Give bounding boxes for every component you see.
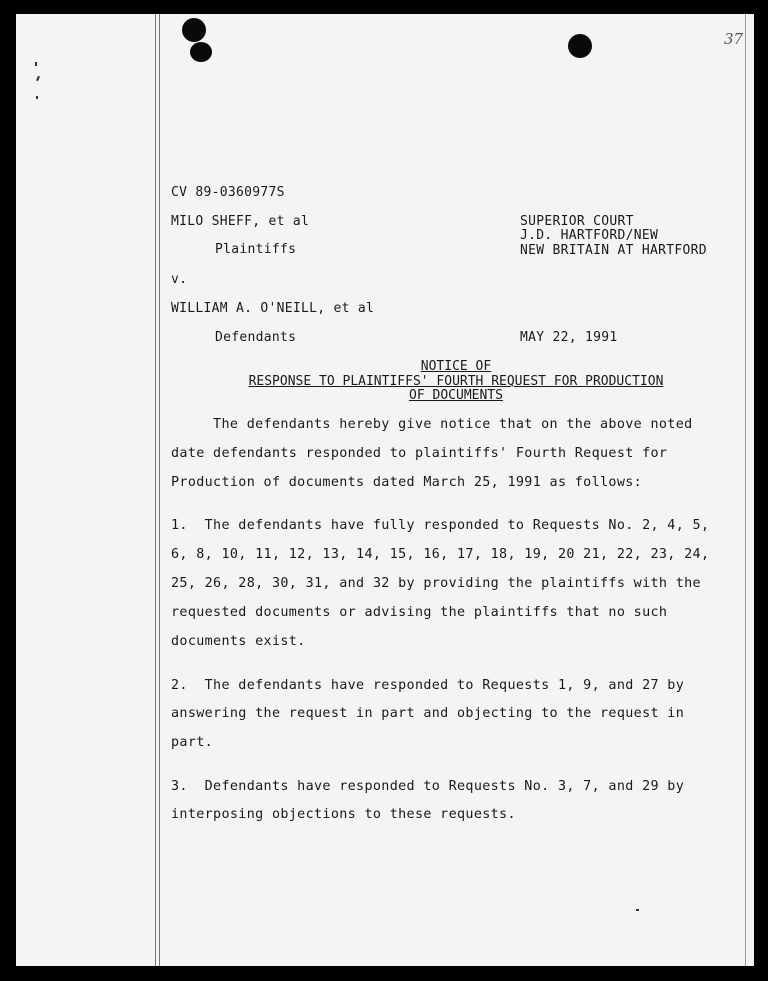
intro-line: The defendants hereby give notice that on the above noted <box>171 417 693 432</box>
item-3-line: 3. Defendants have responded to Requests No. 3, 7, and 29 by <box>171 779 685 794</box>
title-line-3: OF DOCUMENTS <box>409 388 503 403</box>
item-2-line: 2. The defendants have responded to Requests 1, 9, and 27 by <box>171 678 685 693</box>
court-line-1: SUPERIOR COURT <box>520 214 634 229</box>
title-line-2: RESPONSE TO PLAINTIFFS' FOURTH REQUEST FOR PRODUCTION <box>248 374 664 389</box>
speck <box>35 62 37 66</box>
item-1-line: 1. The defendants have fully responded to Requests No. 2, 4, 5, <box>171 518 710 533</box>
item-1-line: requested documents or advising the plaintiffs that no such <box>171 605 668 620</box>
punch-hole-bottom <box>190 42 212 62</box>
item-3-line: interposing objections to these requests. <box>171 807 516 822</box>
speck <box>36 96 38 99</box>
document-page <box>16 14 754 966</box>
punch-hole-right <box>568 34 592 58</box>
court-line-2: J.D. HARTFORD/NEW <box>520 228 659 243</box>
document-date: MAY 22, 1991 <box>520 330 618 345</box>
case-number: CV 89-0360977S <box>171 185 285 200</box>
defendant-name: WILLIAM A. O'NEILL, et al <box>171 301 375 316</box>
left-margin-line-inner <box>159 14 160 966</box>
intro-line: date defendants responded to plaintiffs' Fourth Request for <box>171 446 668 461</box>
versus: v. <box>171 272 188 287</box>
left-margin-line <box>155 14 156 966</box>
item-1-line: documents exist. <box>171 634 306 649</box>
right-margin-line <box>745 14 746 966</box>
punch-hole-top <box>182 18 206 42</box>
plaintiff-role: Plaintiffs <box>215 242 297 257</box>
item-1-line: 25, 26, 28, 30, 31, and 32 by providing the plaintiffs with the <box>171 576 701 591</box>
court-line-3: NEW BRITAIN AT HARTFORD <box>520 243 707 258</box>
plaintiff-name: MILO SHEFF, et al <box>171 214 310 229</box>
title-line-1: NOTICE OF <box>420 359 492 374</box>
defendant-role: Defendants <box>215 330 297 345</box>
item-1-line: 6, 8, 10, 11, 12, 13, 14, 15, 16, 17, 18, 19, 20 21, 22, 23, 24, <box>171 547 710 562</box>
speck <box>36 76 40 81</box>
item-2-line: answering the request in part and objecting to the request in <box>171 706 685 721</box>
intro-line: Production of documents dated March 25, 1991 as follows: <box>171 475 643 490</box>
page-number: 37 <box>724 30 744 48</box>
speck <box>636 909 639 911</box>
item-2-line: part. <box>171 735 214 750</box>
